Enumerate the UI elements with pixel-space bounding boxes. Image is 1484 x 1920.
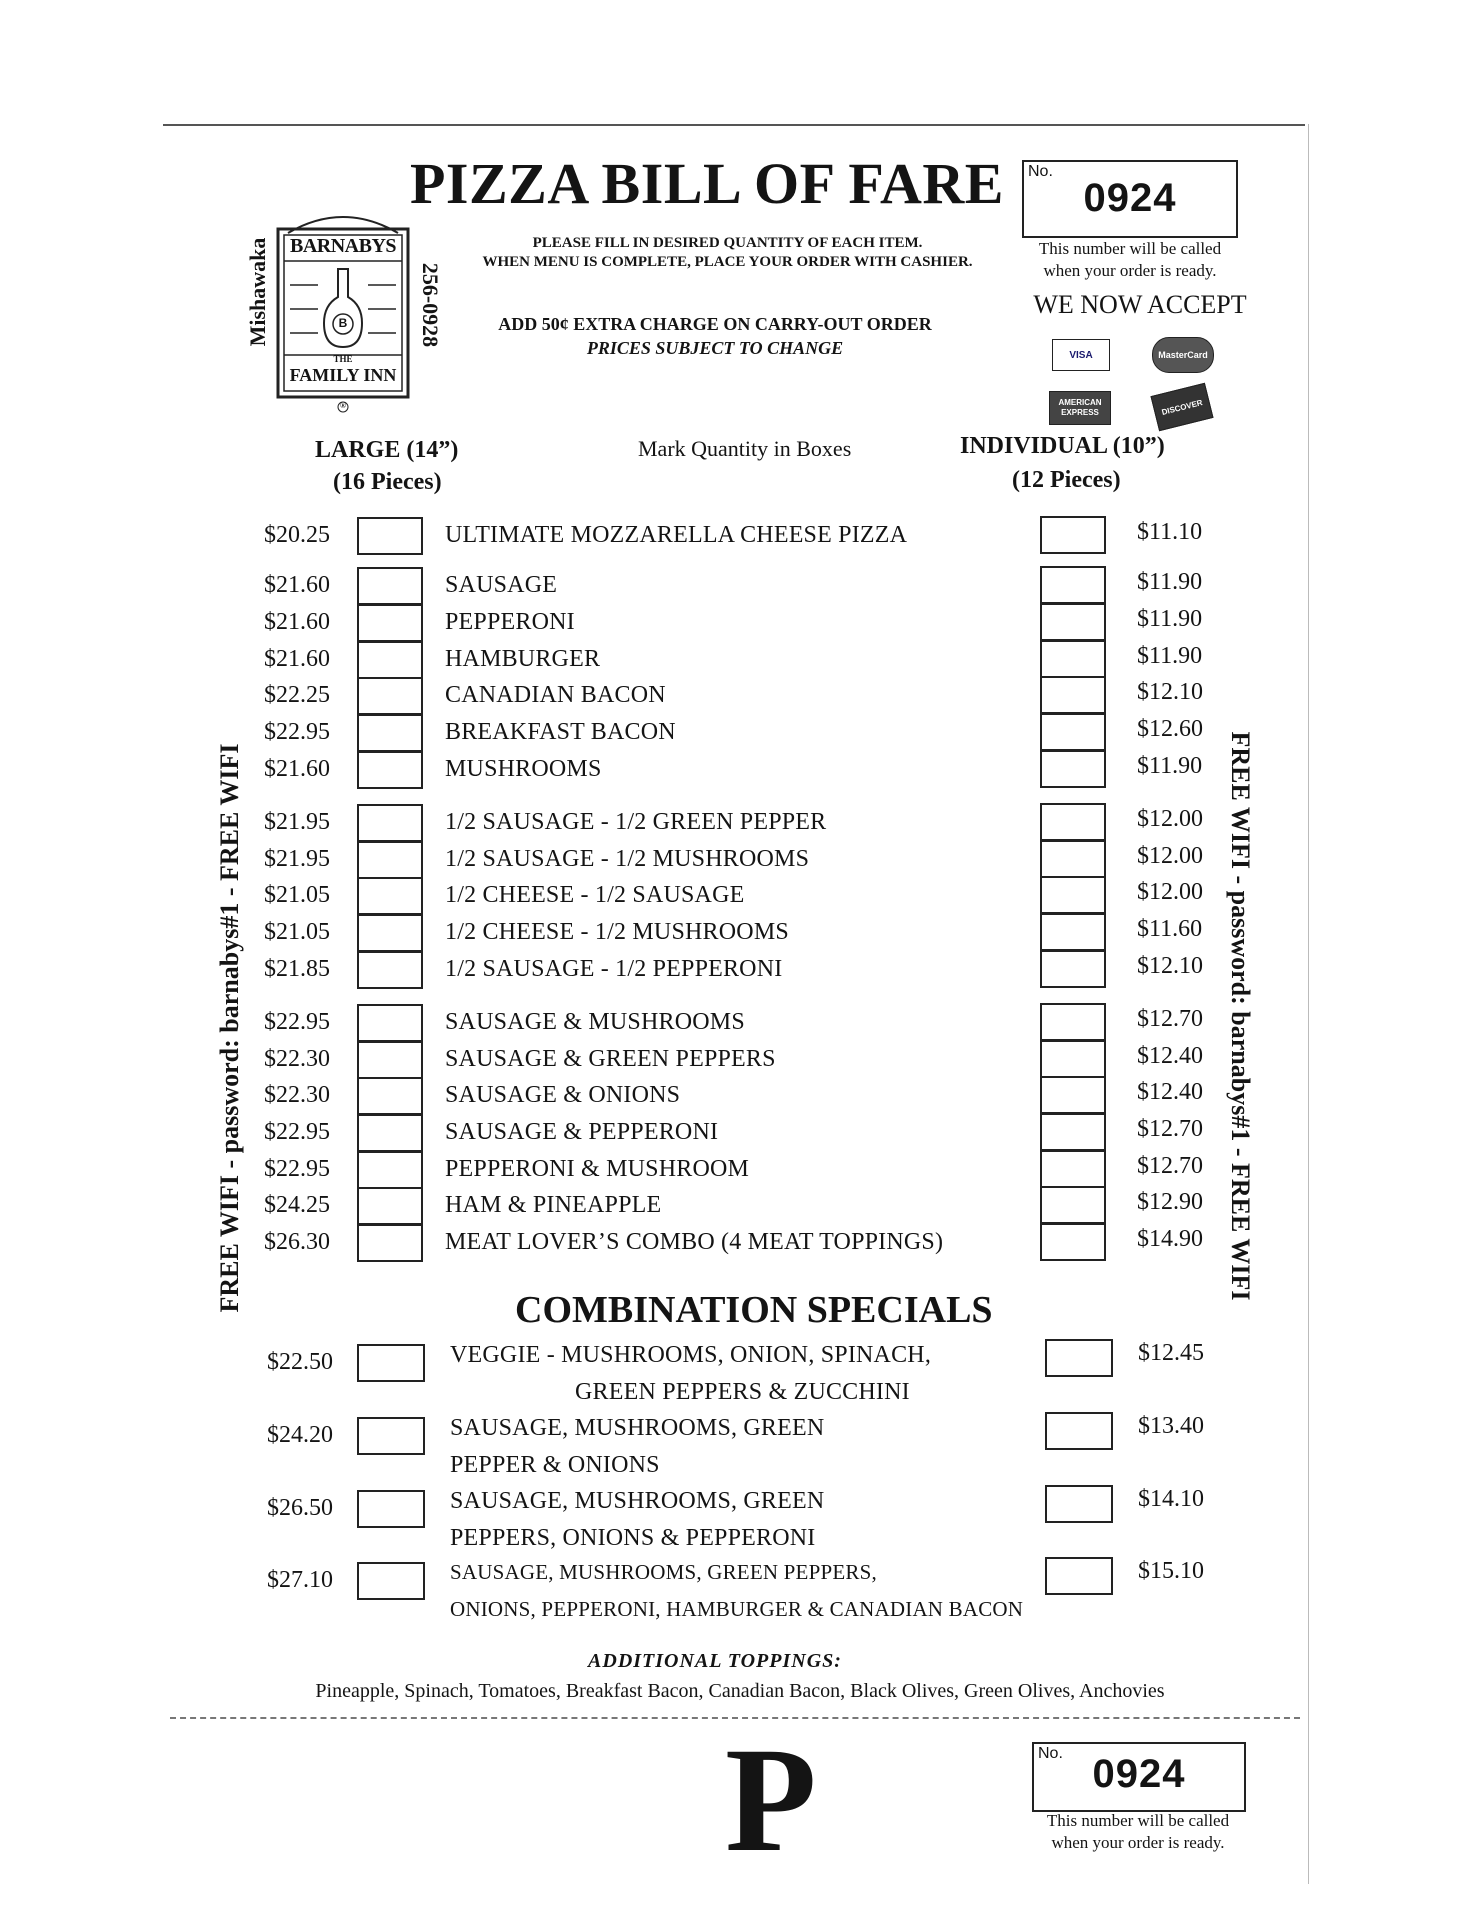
large-quantity-box[interactable] — [357, 567, 423, 605]
large-quantity-box[interactable] — [357, 1224, 423, 1262]
large-quantity-box[interactable] — [357, 877, 423, 915]
prices-note: PRICES SUBJECT TO CHANGE — [586, 338, 844, 358]
individual-price: $14.90 — [1137, 1226, 1203, 1252]
large-price: $22.25 — [264, 682, 330, 708]
combo-large-price: $22.50 — [267, 1349, 333, 1375]
large-price: $22.95 — [264, 719, 330, 745]
logo-badge: B — [338, 316, 348, 330]
mark-quantity-label: Mark Quantity in Boxes — [638, 436, 852, 461]
large-quantity-box[interactable] — [357, 604, 423, 642]
combo-large-quantity-box[interactable] — [357, 1417, 425, 1455]
instruction-line2: WHEN MENU IS COMPLETE, PLACE YOUR ORDER WITH CASHIER. — [482, 254, 973, 270]
individual-price: $11.90 — [1137, 643, 1203, 669]
item-name: 1/2 CHEESE - 1/2 SAUSAGE — [445, 882, 745, 908]
item-name: PEPPERONI — [445, 609, 575, 635]
large-price: $21.85 — [264, 956, 330, 982]
large-price: $21.05 — [264, 882, 330, 908]
individual-quantity-box[interactable] — [1040, 603, 1106, 641]
individual-price: $12.70 — [1137, 1116, 1203, 1142]
combo-line1: SAUSAGE, MUSHROOMS, GREEN PEPPERS, — [450, 1560, 877, 1584]
order-instructions — [455, 234, 1000, 272]
individual-price: $12.00 — [1137, 879, 1203, 905]
individual-price: $11.90 — [1137, 753, 1203, 779]
large-price: $22.95 — [264, 1156, 330, 1182]
logo-city: Mishawaka — [245, 237, 270, 347]
individual-price: $12.40 — [1137, 1043, 1203, 1069]
large-quantity-box[interactable] — [357, 517, 423, 555]
item-name: BREAKFAST BACON — [445, 719, 676, 745]
visa-card-icon: VISA — [1052, 339, 1110, 371]
right-rule — [1308, 124, 1309, 1884]
logo-phone: 256-0928 — [418, 262, 443, 348]
large-quantity-box[interactable] — [357, 751, 423, 789]
item-name: 1/2 CHEESE - 1/2 MUSHROOMS — [445, 919, 789, 945]
large-quantity-box[interactable] — [357, 1114, 423, 1152]
wifi-banner-left: FREE WIFI - password: barnabys#1 - FREE WIFI — [215, 743, 244, 1313]
combo-line2: PEPPERS, ONIONS & PEPPERONI — [450, 1525, 816, 1551]
individual-price: $11.90 — [1137, 569, 1203, 595]
combo-line1: SAUSAGE, MUSHROOMS, GREEN — [450, 1488, 825, 1514]
individual-price: $11.60 — [1137, 916, 1203, 942]
additional-toppings-title: ADDITIONAL TOPPINGS: — [588, 1650, 842, 1672]
individual-price: $12.10 — [1137, 953, 1203, 979]
individual-quantity-box[interactable] — [1040, 1113, 1106, 1151]
individual-price: $12.90 — [1137, 1189, 1203, 1215]
combo-large-quantity-box[interactable] — [357, 1490, 425, 1528]
individual-quantity-box[interactable] — [1040, 1076, 1106, 1114]
combo-individual-price: $12.45 — [1138, 1340, 1204, 1366]
amex-card-icon: AMERICAN EXPRESS — [1049, 391, 1111, 425]
item-name: SAUSAGE & PEPPERONI — [445, 1119, 719, 1145]
combo-line1: VEGGIE - MUSHROOMS, ONION, SPINACH, — [450, 1342, 932, 1368]
wifi-banner-right: FREE WIFI - password: barnabys#1 - FREE WIFI — [1226, 731, 1255, 1301]
individual-price: $12.40 — [1137, 1079, 1203, 1105]
individual-quantity-box[interactable] — [1040, 516, 1106, 554]
stub-ticket-number: 0924 — [1092, 1752, 1186, 1796]
large-quantity-box[interactable] — [357, 914, 423, 952]
individual-quantity-box[interactable] — [1040, 676, 1106, 714]
individual-quantity-box[interactable] — [1040, 803, 1106, 841]
individual-quantity-box[interactable] — [1040, 713, 1106, 751]
logo-subtitle: FAMILY INN — [289, 365, 397, 385]
large-quantity-box[interactable] — [357, 1041, 423, 1079]
individual-quantity-box[interactable] — [1040, 1150, 1106, 1188]
large-price: $21.95 — [264, 809, 330, 835]
stub-note-line1: This number will be called — [1046, 1811, 1230, 1830]
combo-large-price: $26.50 — [267, 1495, 333, 1521]
item-name: PEPPERONI & MUSHROOM — [445, 1156, 750, 1182]
stub-ticket-label: No. — [1038, 1745, 1063, 1762]
large-quantity-box[interactable] — [357, 1187, 423, 1225]
item-name: MUSHROOMS — [445, 756, 602, 782]
ticket-note-line1: This number will be called — [1038, 239, 1222, 258]
ticket-number: 0924 — [1083, 176, 1177, 220]
individual-header: INDIVIDUAL (10”) — [960, 433, 1165, 459]
large-quantity-box[interactable] — [357, 641, 423, 679]
individual-pieces: (12 Pieces) — [1012, 467, 1121, 493]
large-quantity-box[interactable] — [357, 1151, 423, 1189]
logo-the: THE — [333, 354, 353, 364]
large-price: $21.60 — [264, 646, 330, 672]
large-price: $21.60 — [264, 609, 330, 635]
stub-ticket-box — [1032, 1742, 1246, 1812]
large-quantity-box[interactable] — [357, 1004, 423, 1042]
large-price: $22.30 — [264, 1046, 330, 1072]
individual-price: $12.00 — [1137, 843, 1203, 869]
individual-quantity-box[interactable] — [1040, 1223, 1106, 1261]
individual-quantity-box[interactable] — [1040, 840, 1106, 878]
stub-note — [1018, 1810, 1258, 1854]
combo-large-price: $24.20 — [267, 1422, 333, 1448]
carryout-note: ADD 50¢ EXTRA CHARGE ON CARRY-OUT ORDER — [498, 314, 932, 334]
item-name: SAUSAGE & MUSHROOMS — [445, 1009, 745, 1035]
item-name: 1/2 SAUSAGE - 1/2 PEPPERONI — [445, 956, 783, 982]
discover-card-icon: DISCOVER — [1150, 383, 1213, 431]
stub-note-line2: when your order is ready. — [1051, 1833, 1225, 1852]
combo-large-quantity-box[interactable] — [357, 1344, 425, 1382]
top-rule — [163, 124, 1305, 126]
combo-individual-price: $15.10 — [1138, 1558, 1204, 1584]
individual-quantity-box[interactable] — [1040, 566, 1106, 604]
large-price: $22.30 — [264, 1082, 330, 1108]
combo-large-price: $27.10 — [267, 1567, 333, 1593]
combo-large-quantity-box[interactable] — [357, 1562, 425, 1600]
individual-price: $11.90 — [1137, 606, 1203, 632]
large-quantity-box[interactable] — [357, 1077, 423, 1115]
large-quantity-box[interactable] — [357, 804, 423, 842]
additional-toppings-list: Pineapple, Spinach, Tomatoes, Breakfast Bacon, Canadian Bacon, Black Olives, Green Olives, Anchovies — [315, 1680, 1165, 1702]
stub-letter: P — [725, 1717, 817, 1883]
combo-individual-quantity-box[interactable] — [1045, 1557, 1113, 1595]
individual-price: $12.70 — [1137, 1006, 1203, 1032]
large-quantity-box[interactable] — [357, 677, 423, 715]
large-header: LARGE (14”) — [315, 437, 459, 463]
item-name: HAM & PINEAPPLE — [445, 1192, 662, 1218]
combo-line2: PEPPER & ONIONS — [450, 1452, 660, 1478]
large-price: $22.95 — [264, 1009, 330, 1035]
logo-registered: ® — [340, 401, 346, 410]
large-price: $20.25 — [264, 522, 330, 548]
individual-quantity-box[interactable] — [1040, 950, 1106, 988]
individual-price: $12.10 — [1137, 679, 1203, 705]
carryout-note-block — [465, 312, 965, 360]
combo-individual-price: $14.10 — [1138, 1486, 1204, 1512]
large-quantity-box[interactable] — [357, 841, 423, 879]
combo-line2: ONIONS, PEPPERONI, HAMBURGER & CANADIAN BACON — [450, 1597, 1024, 1621]
combo-individual-quantity-box[interactable] — [1045, 1485, 1113, 1523]
individual-quantity-box[interactable] — [1040, 1186, 1106, 1224]
large-price: $21.05 — [264, 919, 330, 945]
item-name: SAUSAGE — [445, 572, 558, 598]
page-title: PIZZA BILL OF FARE — [410, 151, 1004, 216]
ticket-number-box — [1022, 160, 1238, 238]
barnabys-logo — [268, 205, 418, 415]
large-pieces: (16 Pieces) — [333, 469, 442, 495]
ticket-number-label: No. — [1028, 163, 1053, 180]
combo-line1: SAUSAGE, MUSHROOMS, GREEN — [450, 1415, 825, 1441]
individual-price: $12.70 — [1137, 1153, 1203, 1179]
individual-quantity-box[interactable] — [1040, 876, 1106, 914]
large-quantity-box[interactable] — [357, 951, 423, 989]
item-name: SAUSAGE & GREEN PEPPERS — [445, 1046, 776, 1072]
individual-quantity-box[interactable] — [1040, 1003, 1106, 1041]
item-name: MEAT LOVER’S COMBO (4 MEAT TOPPINGS) — [445, 1229, 944, 1255]
individual-price: $12.00 — [1137, 806, 1203, 832]
large-price: $21.60 — [264, 756, 330, 782]
item-name: 1/2 SAUSAGE - 1/2 GREEN PEPPER — [445, 809, 827, 835]
individual-quantity-box[interactable] — [1040, 750, 1106, 788]
combo-individual-quantity-box[interactable] — [1045, 1339, 1113, 1377]
individual-price: $11.10 — [1137, 519, 1203, 545]
logo-name: BARNABYS — [289, 235, 397, 257]
individual-price: $12.60 — [1137, 716, 1203, 742]
combo-individual-quantity-box[interactable] — [1045, 1412, 1113, 1450]
large-price: $24.25 — [264, 1192, 330, 1218]
combination-specials-title: COMBINATION SPECIALS — [515, 1289, 993, 1331]
item-name: CANADIAN BACON — [445, 682, 666, 708]
instruction-line1: PLEASE FILL IN DESIRED QUANTITY OF EACH ITEM. — [532, 235, 923, 251]
item-name: HAMBURGER — [445, 646, 601, 672]
individual-quantity-box[interactable] — [1040, 640, 1106, 678]
combo-individual-price: $13.40 — [1138, 1413, 1204, 1439]
large-price: $21.60 — [264, 572, 330, 598]
ticket-note-line2: when your order is ready. — [1043, 261, 1217, 280]
item-name: SAUSAGE & ONIONS — [445, 1082, 681, 1108]
item-name: 1/2 SAUSAGE - 1/2 MUSHROOMS — [445, 846, 810, 872]
ticket-note — [1012, 238, 1248, 282]
accept-label: WE NOW ACCEPT — [1033, 290, 1247, 319]
large-price: $21.95 — [264, 846, 330, 872]
combo-line2: GREEN PEPPERS & ZUCCHINI — [575, 1379, 910, 1405]
item-name: ULTIMATE MOZZARELLA CHEESE PIZZA — [445, 522, 908, 548]
large-quantity-box[interactable] — [357, 714, 423, 752]
mastercard-icon: MasterCard — [1152, 337, 1214, 373]
large-price: $22.95 — [264, 1119, 330, 1145]
individual-quantity-box[interactable] — [1040, 913, 1106, 951]
large-price: $26.30 — [264, 1229, 330, 1255]
individual-quantity-box[interactable] — [1040, 1040, 1106, 1078]
